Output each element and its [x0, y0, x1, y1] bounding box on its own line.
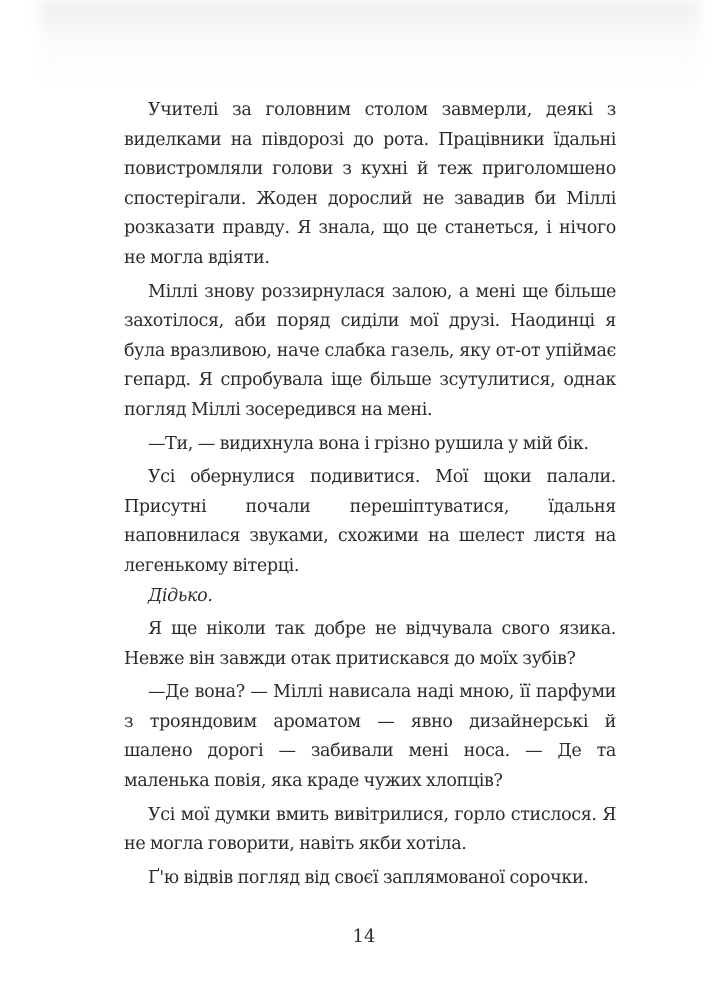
- paragraph: Учителі за головним столом завмерли, деякі з виделками на півдорозі до рота. Працівники їдальні повистромляли голови з кухні й теж приголомшено спостерігали. Жоден дорослий не завадив би Міллі розказати правду. Я знала, що це станеться, і нічого не могла вдіяти.: [124, 100, 616, 268]
- scan-smudge: [40, 0, 700, 80]
- paragraph: Усі мої думки вмить вивітрилися, горло стислося. Я не могла говорити, навіть якби хотіла.: [124, 804, 616, 855]
- dialogue-paragraph: —Ти, — видихнула вона і грізно рушила у мій бік.: [148, 433, 589, 454]
- paragraph: Усі обернулися подивитися. Мої щоки палали. Присутні почали перешіптуватися, їдальня наповнилася звуками, схожими на шелест листя на легенькому вітерці.: [124, 467, 616, 576]
- paragraph: Ґ'ю відвів погляд від своєї заплямованої сорочки.: [148, 867, 589, 888]
- page-number: 14: [352, 926, 376, 947]
- dialogue-paragraph: —Де вона? — Міллі нависала наді мною, її парфуми з трояндовим ароматом — явно дизайнерські й шалено дорогі — забивали мені носа. — Де та маленька повія, яка краде чужих хлопців?: [124, 682, 616, 792]
- paragraph: Я ще ніколи так добре не відчувала свого язика. Невже він завжди отак притискався до моїх зубів?: [124, 619, 616, 669]
- body-text: [124, 96, 616, 893]
- paragraph: Міллі знову роззирнулася залою, а мені ще більше захотілося, аби поряд сиділи мої друзі. Наодинці я була вразливою, наче слабка газель, яку от-от упіймає гепард. Я спробувала іще більше зсутулитися, однак погляд Міллі зосередився на мені.: [124, 281, 616, 420]
- italic-paragraph: Дідько.: [148, 585, 213, 606]
